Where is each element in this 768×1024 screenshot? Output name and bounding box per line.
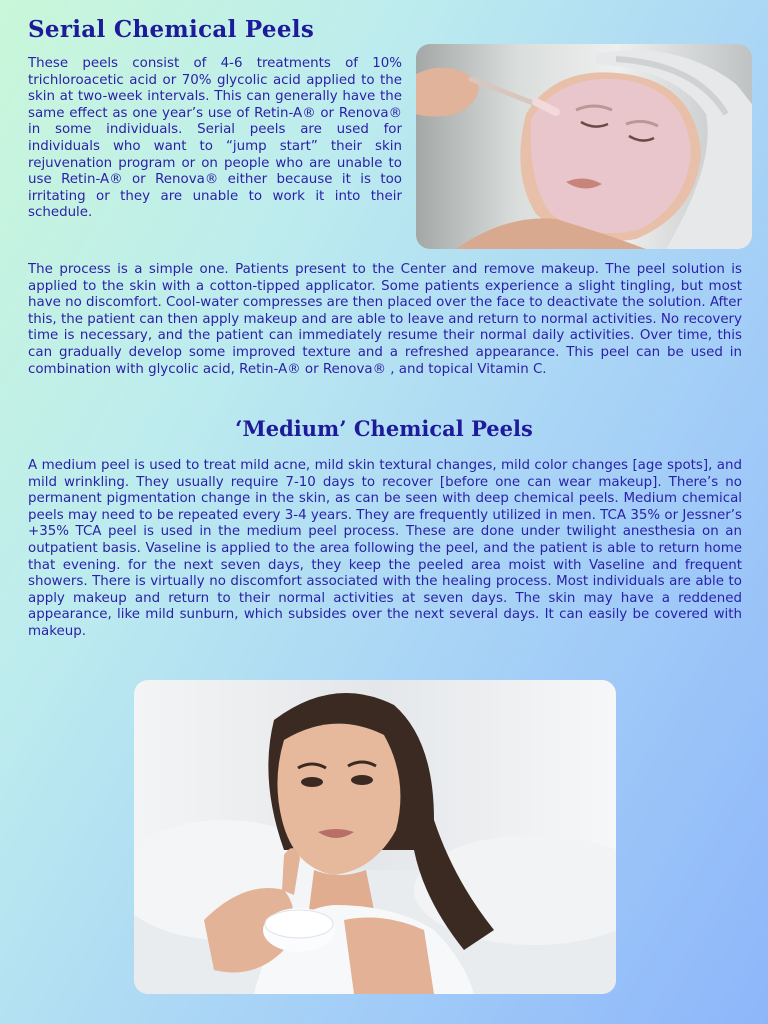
facial-peel-photo: [416, 44, 752, 249]
woman-cream-photo: [134, 680, 616, 994]
facial-peel-illustration: [416, 44, 752, 249]
section-title-serial-peels: Serial Chemical Peels: [28, 16, 315, 43]
medium-peels-body: A medium peel is used to treat mild acne, mild skin textural changes, mild color changes [age spots], and mild wrinkling. They usually require 7-10 days to recover [before one can wear makeup]. There’s no permanent pigmentation change in the skin, as can be seen with deep chemical peels. Medium chemical peels may need to be repeated every 3-4 years. They are frequently utilized in men. TCA 35% or Jessner’s +35% TCA peel is used in the medium peel process. These are done under twilight anesthesia on an outpatient basis. Vaseline is applied to the area following the peel, and the patient is able to return home that evening. for the next seven days, they keep the peeled area moist with Vaseline and frequent showers. There is virtually no discomfort associated with the healing process. Most individuals are able to apply makeup and return to their normal activities at seven days. The skin may have a reddened appearance, like mild sunburn, which subsides over the next several days. It can easily be covered with makeup.: [28, 458, 742, 639]
serial-peels-intro: These peels consist of 4-6 treatments of 10% trichloroacetic acid or 70% glycolic acid applied to the skin at two-week intervals. This can generally have the same effect as one year’s use of Retin-A® or Renova® in some individuals. Serial peels are used for individuals who want to “jump start” their skin rejuvenation program or on people who are unable to use Retin-A® or Renova® either because it is too irritating or they are unable to work it into their schedule.: [28, 56, 402, 221]
serial-peels-process: The process is a simple one. Patients present to the Center and remove makeup. The peel solution is applied to the skin with a cotton-tipped applicator. Some patients experience a slight tingling, but most have no discomfort. Cool-water compresses are then placed over the face to deactivate the solution. After this, the patient can then apply makeup and are able to leave and return to normal activities. No recovery time is necessary, and the patient can immediately resume their normal daily activities. Over time, this can gradually develop some improved texture and a refreshed appearance. This peel can be used in combination with glycolic acid, Retin-A® or Renova® , and topical Vitamin C.: [28, 262, 743, 377]
section-title-medium-peels: ‘Medium’ Chemical Peels: [235, 416, 533, 441]
woman-cream-illustration: [134, 680, 616, 994]
